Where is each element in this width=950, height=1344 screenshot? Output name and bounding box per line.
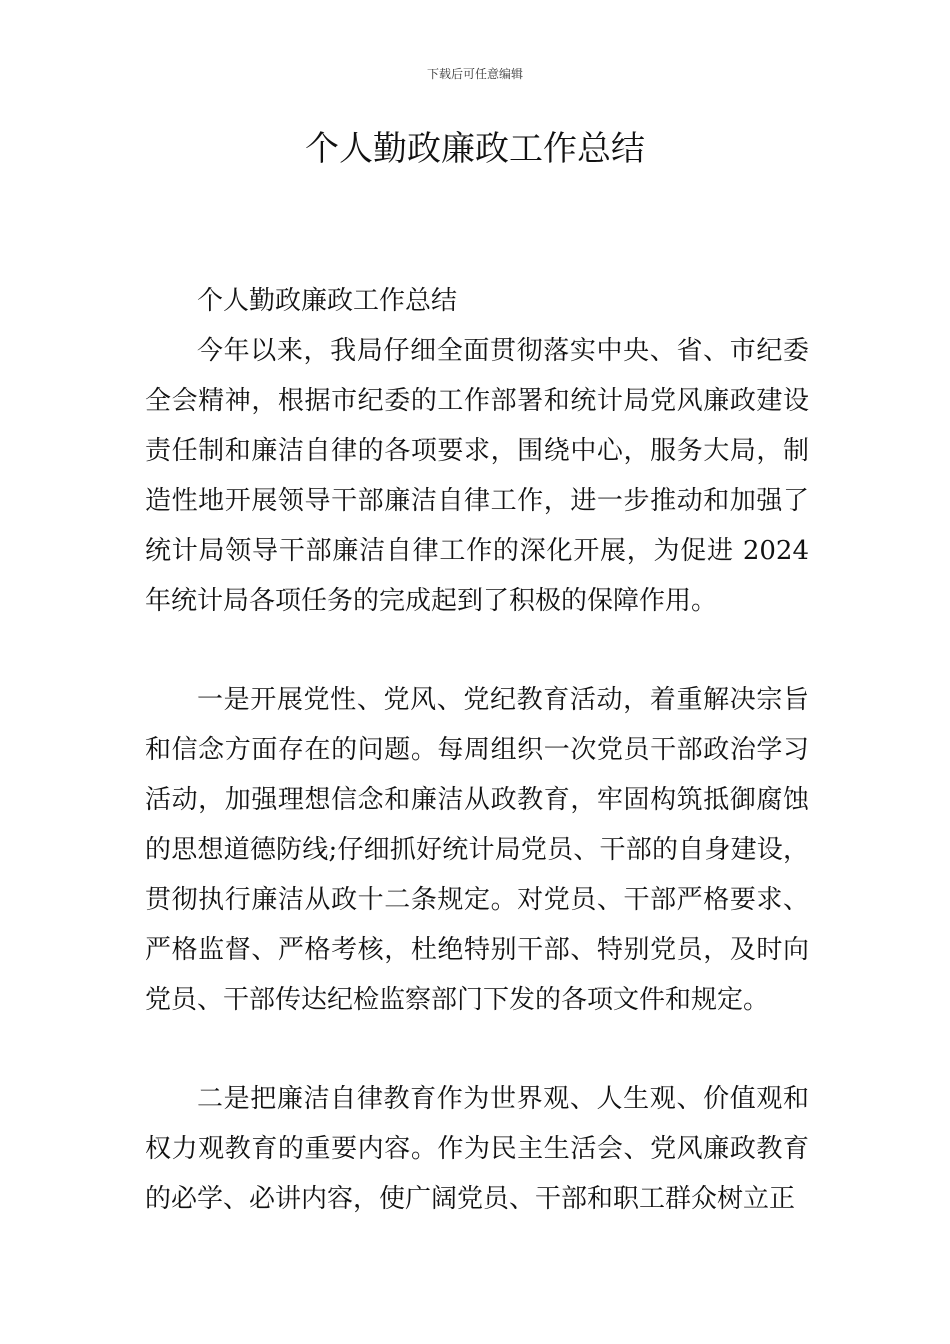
paragraph-gap	[145, 626, 809, 675]
paragraph-point-two: 二是把廉洁自律教育作为世界观、人生观、价值观和权力观教育的重要内容。作为民主生活会、党风廉政教育的必学、必讲内容，使广阔党员、干部和职工群众树立正	[145, 1084, 809, 1214]
paragraph-gap	[145, 1025, 809, 1074]
document-body	[145, 276, 809, 1224]
paragraph-point-one: 一是开展党性、党风、党纪教育活动，着重解决宗旨和信念方面存在的问题。每周组织一次党员干部政治学习活动，加强理想信念和廉洁从政教育，牢固构筑抵御腐蚀的思想道德防线;仔细抓好统计局党员、干部的自身建设，贯彻执行廉洁从政十二条规定。对党员、干部严格要求、严格监督、严格考核，杜绝特别干部、特别党员，及时向党员、干部传达纪检监察部门下发的各项文件和规定。	[145, 685, 809, 1015]
header-note: 下载后可任意编辑	[426, 67, 523, 81]
paragraph-intro: 今年以来，我局仔细全面贯彻落实中央、省、市纪委全会精神，根据市纪委的工作部署和统计局党风廉政建设责任制和廉洁自律的各项要求，围绕中心，服务大局，制造性地开展领导干部廉洁自律工作，进一步推动和加强了统计局领导干部廉洁自律工作的深化开展，为促进 2024 年统计局各项任务的完成起到了积极的保障作用。	[145, 336, 809, 616]
paragraph-subtitle: 个人勤政廉政工作总结	[197, 286, 458, 316]
document-title: 个人勤政廉政工作总结	[305, 129, 645, 169]
